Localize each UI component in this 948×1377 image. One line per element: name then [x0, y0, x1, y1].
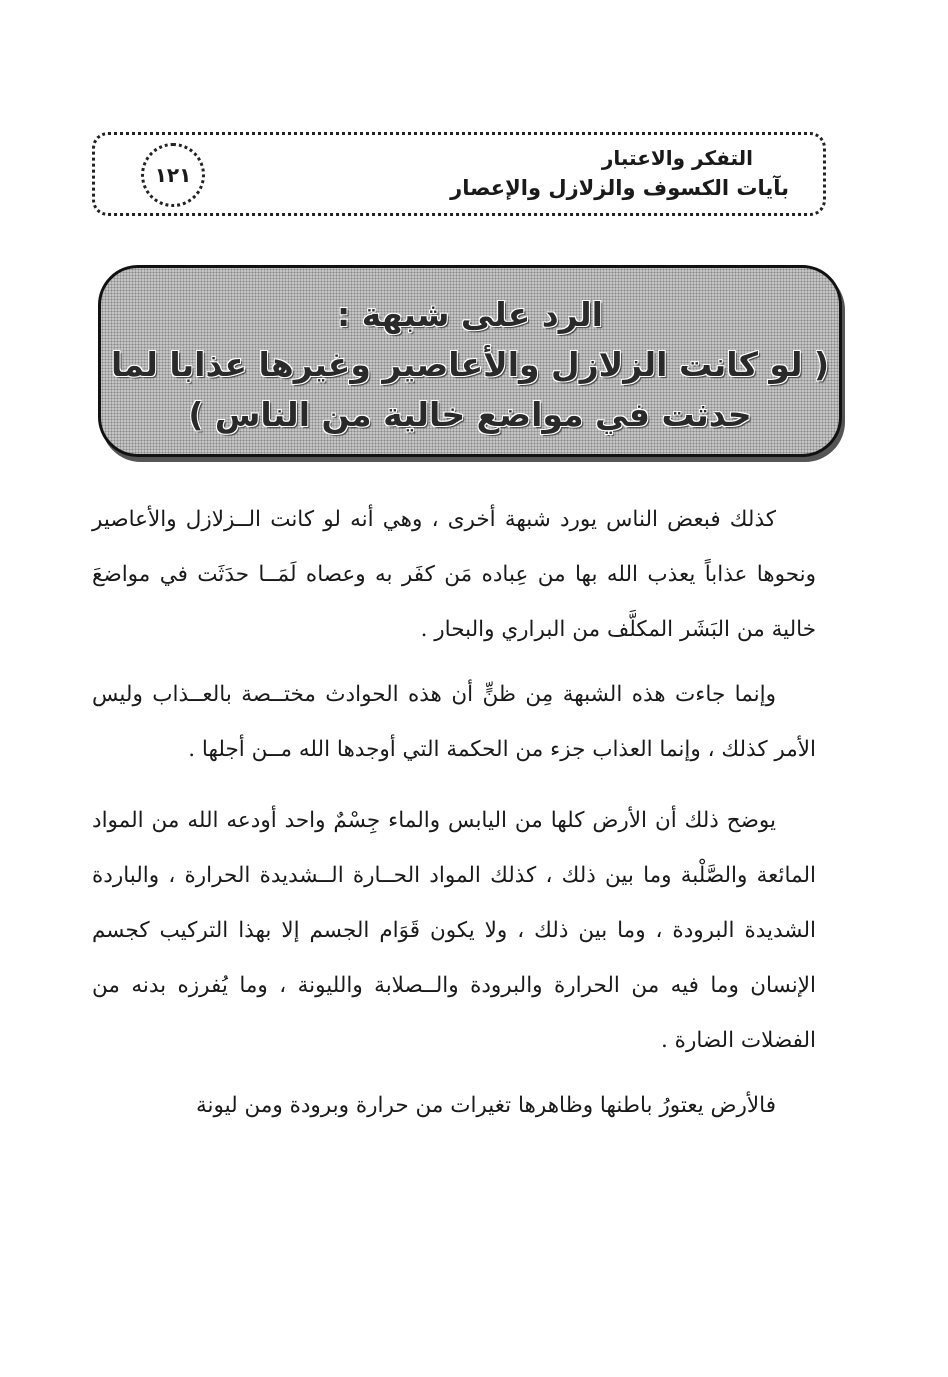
section-title-line3: حدثت في مواضع خالية من الناس )	[188, 395, 752, 434]
paragraph-3: يوضح ذلك أن الأرض كلها من اليابس والماء جِسْمٌ واحد أودعه الله من المواد المائعة والصَّلْبة وما بين ذلك ، كذلك المواد الحــارة الــشديدة الحرارة ، والباردة الشديدة البرودة ، وما بين ذلك ، ولا يكون قَوَام الجسم إلا بهذا التركيب كجسم الإنسان وما فيه من الحرارة والبرودة والــصلابة والليونة ، وما يُفرزه بدنه من الفضلات الضارة .	[92, 808, 816, 1053]
book-title-line2: بآيات الكسوف والزلازل والإعصار	[450, 176, 789, 200]
section-title-line2: ( لو كانت الزلازل والأعاصير وغيرها عذابا لما	[110, 345, 830, 384]
paragraph-1: كذلك فبعض الناس يورد شبهة أخرى ، وهي أنه لو كانت الــزلازل والأعاصير ونحوها عذاباً يعذب الله بها من عِباده مَن كفَر به وعصاه لَمَــا حدَثَت في مواضعَ خالية من البَشَر المكلَّف من البراري والبحار .	[92, 507, 816, 642]
section-title-line1: الرد على شبهة :	[337, 295, 603, 334]
book-title-line1: التفكر والاعتبار	[601, 146, 753, 170]
running-header	[92, 132, 826, 216]
page-number-badge	[141, 143, 205, 207]
section-title-box	[98, 265, 842, 457]
paragraph-4: فالأرض يعتورُ باطنها وظاهرها تغيرات من حرارة وبرودة ومن ليونة	[196, 1093, 776, 1118]
book-title	[450, 143, 789, 203]
body-text	[92, 492, 816, 1133]
page-number: ١٢١	[154, 163, 192, 187]
paragraph-2: وإنما جاءت هذه الشبهة مِن ظنٍّ أن هذه الحوادث مختــصة بالعــذاب وليس الأمر كذلك ، وإنما العذاب جزء من الحكمة التي أوجدها الله مــن أجلها .	[92, 682, 816, 762]
